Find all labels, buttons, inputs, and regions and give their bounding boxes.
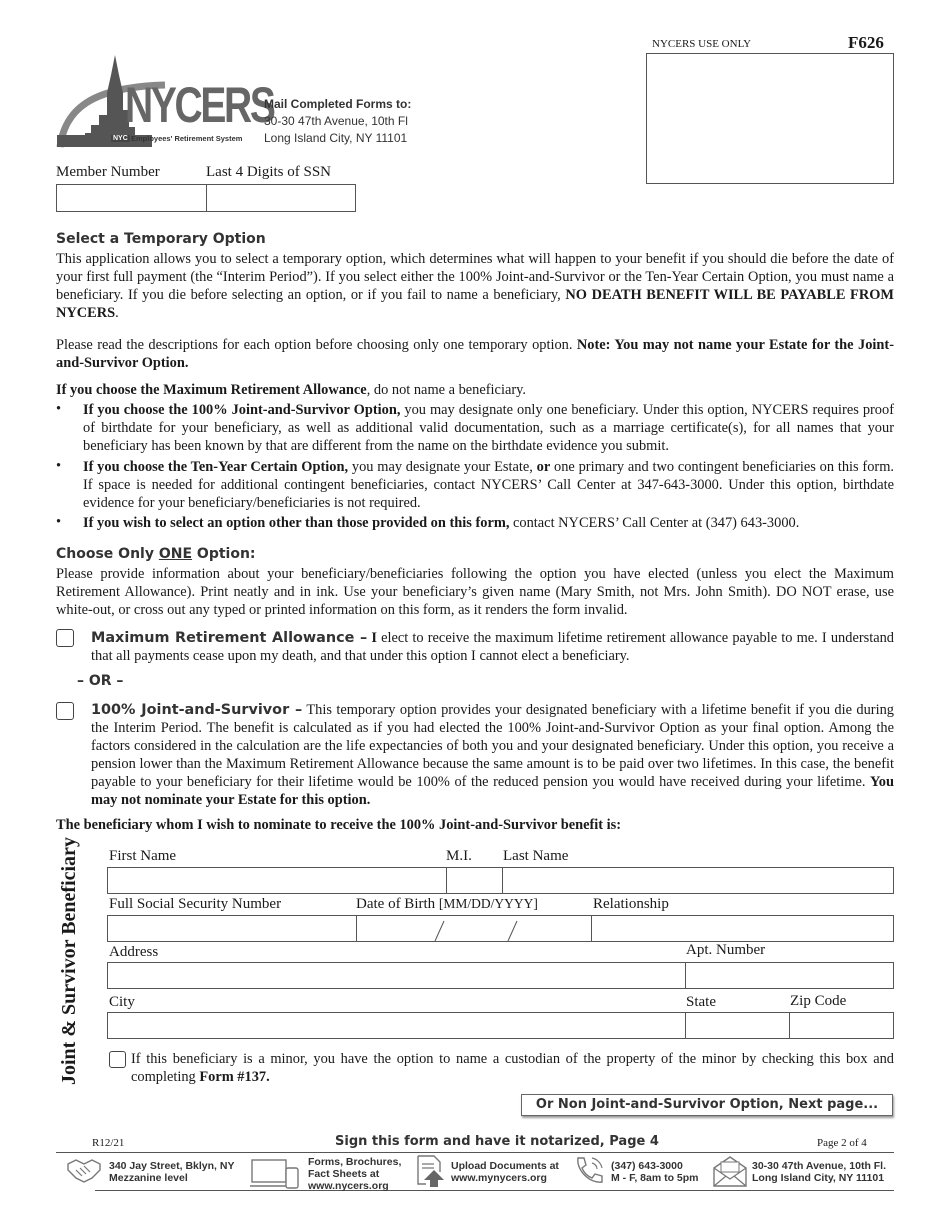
last-name-field[interactable] [502,867,894,894]
apt-number-field[interactable] [685,962,894,989]
first-name-field[interactable] [107,867,447,894]
relationship-label: Relationship [593,896,669,912]
mail-icon [712,1154,748,1193]
zip-code-field[interactable] [789,1012,894,1039]
bullet-2-bold: If you choose the Ten-Year Certain Option, [83,459,349,475]
no-death-benefit-text: NO DEATH BENEFIT WILL BE PAYABLE FROM NYCERS [56,287,894,321]
apt-number-label: Apt. Number [686,942,766,958]
form-number: F626 [848,33,884,52]
max-allowance-bold: If you choose the Maximum Retirement Allowance [56,382,367,398]
footer-address-item [109,1160,234,1184]
max-allowance-note [56,381,894,399]
minor-custodian-text [131,1050,894,1086]
bullet-1-marker: • [56,401,62,417]
footer-mail-line2: Long Island City, NY 11101 [752,1172,885,1184]
bullet-3-text: contact NYCERS’ Call Center at (347) 643-3000. [509,515,800,531]
logo-nyc-badge: NYC [113,135,128,142]
minor-custodian-checkbox[interactable] [109,1051,126,1068]
choose-heading-one: ONE [158,546,193,562]
nominate-statement: The beneficiary whom I wish to nominate to receive the 100% Joint-and-Survivor benefit is: [56,817,622,833]
dob-format: [MM/DD/YYYY] [438,896,538,911]
zip-code-label: Zip Code [790,993,847,1009]
footer-upload-line1: Upload Documents at [451,1160,559,1172]
next-page-box[interactable] [521,1094,893,1116]
city-field[interactable] [107,1012,686,1039]
next-page-text: Or Non Joint-and-Survivor Option, Next page... [535,1097,879,1112]
phone-icon [572,1154,606,1191]
choose-heading-pre: Choose Only [56,546,159,562]
upload-icon [414,1154,446,1193]
intro-text: This application allows you to select a temporary option, which determines what will happen to your benefit if you should die before the date of your first full payment (the “Interim Period”). If you select either the 100% Joint-and-Survivor or the Ten-Year Certain Option, you must name a beneficiary. If you die before selecting an option, or if you fail to name a beneficiary, [56,251,894,303]
bullet-ten-year [83,458,894,512]
bullet-other-option [83,514,894,532]
bullet-2-text-a: you may designate your Estate, [348,459,537,475]
joint-survivor-checkbox[interactable] [56,702,74,720]
bullet-2-marker: • [56,458,62,474]
or-separator: – OR – [77,673,124,689]
footer-phone-item [611,1160,699,1184]
max-allowance-i: I [367,630,377,646]
footer-forms-item [308,1156,401,1192]
footer-top-rule [56,1152,894,1153]
choose-heading-post: Option: [192,546,256,562]
dob-label [356,896,538,913]
choose-one-heading [56,546,256,562]
footer-upload-line2: www.mynycers.org [451,1172,547,1184]
max-allowance-text: , do not name a beneficiary. [366,382,526,398]
member-number-label: Member Number [56,164,160,180]
dob-label-text: Date of Birth [356,896,436,912]
dob-separators [357,916,593,943]
footer-bottom-rule [95,1190,894,1191]
sign-notarize-note: Sign this form and have it notarized, Page 4 [335,1134,659,1149]
address-field[interactable] [107,962,686,989]
footer-forms-line3: www.nycers.org [308,1180,389,1192]
footer-upload-item [451,1160,559,1184]
ssn-field[interactable] [107,915,357,942]
max-allowance-checkbox[interactable] [56,629,74,647]
read-text: Please read the descriptions for each option before choosing only one temporary option. [56,337,577,353]
bullet-1-text: you may designate only one beneficiary. Under this option, NYCERS requires proof of birthdate for your beneficiary, as well as additional valid documentation, such as a marriage certificate(s), for all names that your beneficiary has been known by that are different from the name on the birthdate evidence you submit. [83,402,894,454]
joint-survivor-desc: This temporary option provides your designated beneficiary with a lifetime benefit if you die during the Interim Period. The benefit is calculated as if you had elected the 100% Joint-and-Survivor Option as your final option. Among the factors considered in the calculation are the life expectancies of both you and your designated beneficiary. Under this option, you receive a pension lower than the Maximum Retirement Allowance because the same amount is to be paid over two lifetimes. In this case, the benefit payable to your beneficiary for their lifetime would be 100% of the reduced pension you would have received during your lifetime. [91,702,894,790]
address-label: Address [109,944,159,960]
temporary-option-heading: Select a Temporary Option [56,231,266,247]
minor-text: If this beneficiary is a minor, you have the option to name a custodian of the property of the minor by checking this box and completing [131,1051,894,1085]
devices-icon [250,1158,300,1195]
nycers-logo [55,55,274,150]
footer-mail-item [752,1160,886,1184]
page-number: Page 2 of 4 [817,1137,867,1149]
mail-address-block [264,96,411,147]
handshake-icon [66,1154,102,1191]
mail-line-2: Long Island City, NY 11101 [264,131,408,145]
logo-wordmark: NYCERS [125,77,274,133]
bullet-1-bold: If you choose the 100% Joint-and-Survivor Option, [83,402,401,418]
footer-phone-line1: (347) 643-3000 [611,1160,683,1172]
bullet-2-text-b: one primary and two contingent beneficiaries on this form. If space is needed for additional contingent beneficiaries, contact NYCERS’ Call Center at 347-643-3000. Under this option, birthdate evidence for your beneficiary/beneficiaries is not required. [83,459,894,511]
ssn-last4-field[interactable] [206,184,356,212]
beneficiary-side-label: Joint & Survivor Beneficiary [58,837,80,1085]
last-name-label: Last Name [503,848,569,864]
bullet-joint-survivor [83,401,894,455]
use-only-box [646,53,894,184]
mail-title: Mail Completed Forms to: [264,97,412,111]
joint-survivor-option [91,701,894,809]
logo-subtext: Employees' Retirement System [131,134,243,143]
footer-address-line2: Mezzanine level [109,1172,188,1184]
bullet-3-marker: • [56,514,62,530]
mi-field[interactable] [446,867,503,894]
footer-address-line1: 340 Jay Street, Bklyn, NY [109,1160,235,1172]
estate-note: Note: You may not name your Estate for the Joint-and-Survivor Option. [56,337,894,371]
state-field[interactable] [685,1012,790,1039]
member-number-field[interactable] [56,184,207,212]
mail-line-1: 30-30 47th Avenue, 10th Fl [264,114,408,128]
footer-mail-line1: 30-30 47th Avenue, 10th Fl. [752,1160,887,1172]
ssn-label: Full Social Security Number [109,896,282,912]
form-137-link: Form #137. [199,1069,270,1085]
joint-survivor-estate-note: You may not nominate your Estate for this option. [91,774,894,808]
intro-paragraph [56,250,894,322]
bullet-2-or: or [536,459,551,475]
use-only-label: NYCERS USE ONLY [652,38,752,50]
relationship-field[interactable] [591,915,894,942]
first-name-label: First Name [109,848,177,864]
read-descriptions-paragraph [56,336,894,372]
max-allowance-option [91,629,894,665]
intro-end: . [115,305,119,321]
footer-forms-line2: Fact Sheets at [308,1168,380,1180]
max-allowance-desc: elect to receive the maximum lifetime retirement allowance payable to me. I understand that all payments cease upon my death, and that under this option I cannot elect a beneficiary. [91,630,895,664]
bullet-3-bold: If you wish to select an option other than those provided on this form, [83,515,510,531]
state-label: State [686,994,716,1010]
revision-date: R12/21 [92,1137,125,1149]
dob-field[interactable] [356,915,592,942]
footer-phone-line2: M - F, 8am to 5pm [611,1172,699,1184]
choose-instructions: Please provide information about your beneficiary/beneficiaries following the option you have elected (unless you elect the Maximum Retirement Allowance). Print neatly and in ink. Use your beneficiary’s given name (Mary Smith, not Mrs. John Smith). DO NOT erase, use white-out, or cross out any typed or printed information on this form, as it renders the form invalid. [56,566,894,618]
mi-label: M.I. [446,848,472,864]
footer-forms-line1: Forms, Brochures, [308,1156,402,1168]
city-label: City [109,994,135,1010]
max-allowance-title: Maximum Retirement Allowance – [91,630,368,646]
ssn-last4-label: Last 4 Digits of SSN [206,164,332,180]
joint-survivor-title: 100% Joint-and-Survivor – [91,702,303,718]
